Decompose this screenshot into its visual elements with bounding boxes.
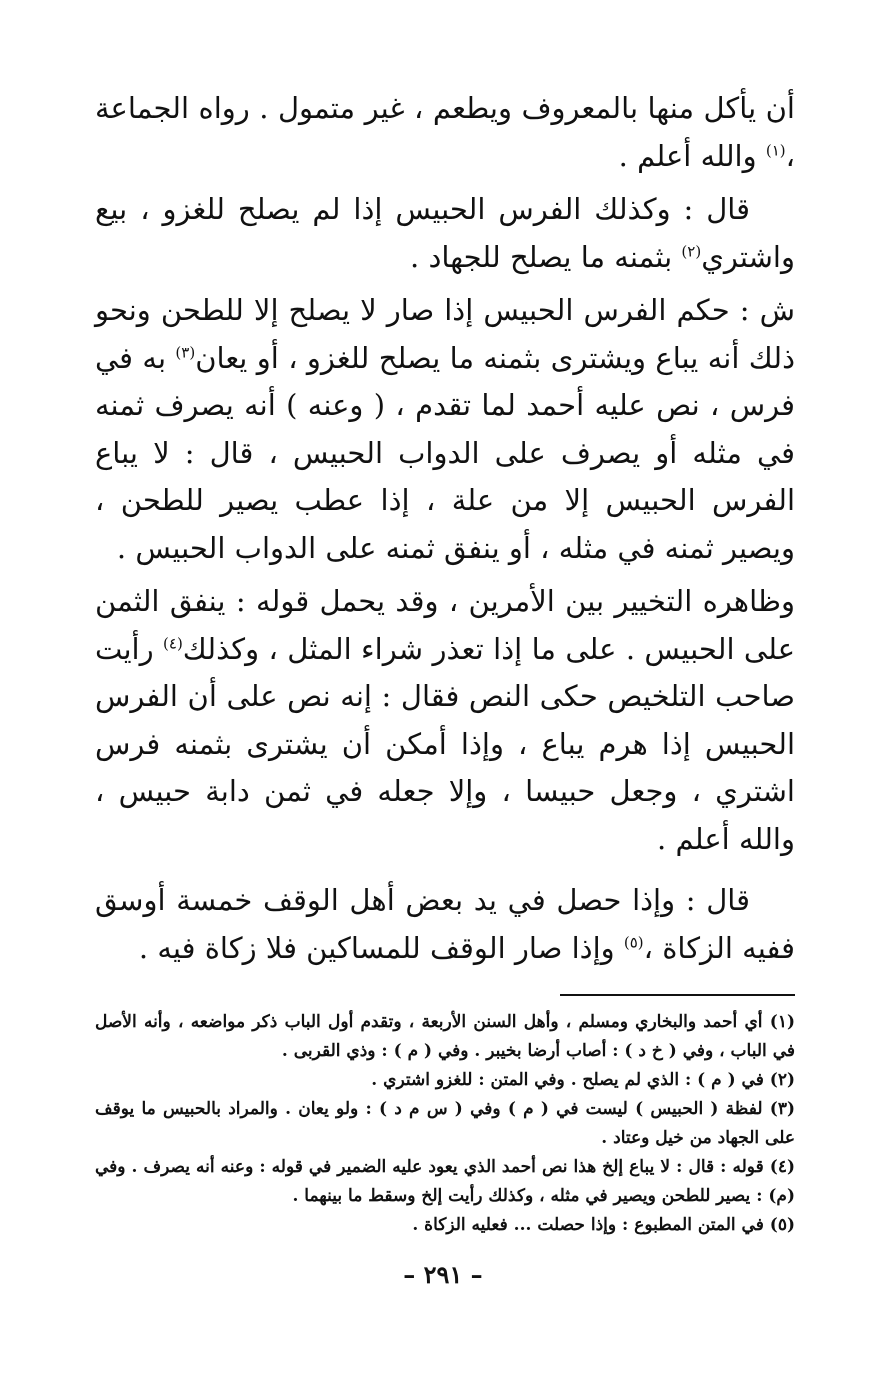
footnote-5: (٥) في المتن المطبوع : وإذا حصلت ... فعليه الزكاة .	[412, 1215, 795, 1235]
footnote-4: (٤) قوله : قال : لا يباع إلخ هذا نص أحمد الذي يعود عليه الضمير في قوله : وعنه أنه يصرف . وفي (م) : يصير للطحن ويصير في مثله ، وكذلك رأيت إلخ وسقط ما بينهما .	[95, 1157, 795, 1206]
paragraph-4-end: رأيت صاحب التلخيص حكى النص فقال : إنه نص على أن الفرس الحبيس إذا هرم يباع ، وإذا أمكن أن يشترى بثمنه فرس اشتري ، وجعل حبيسا ، وإلا جعله في ثمن دابة حبيس ، والله أعلم .	[95, 631, 795, 856]
paragraph-4	[95, 578, 795, 863]
paragraph-2-text: قال : وكذلك الفرس الحبيس إذا لم يصلح للغزو ، بيع واشتري	[95, 192, 795, 274]
paragraph-5-end: وإذا صار الوقف للمساكين فلا زكاة فيه .	[138, 930, 624, 965]
footnote-ref-2: (٢)	[681, 241, 702, 260]
footnote-2: (٢) في ( م ) : الذي لم يصلح . وفي المتن : للغزو اشتري .	[371, 1070, 795, 1090]
page-number: – ٢٩١ –	[403, 1260, 483, 1289]
footnotes	[95, 1008, 795, 1240]
footnote-1: (١) أي أحمد والبخاري ومسلم ، وأهل السنن الأربعة ، وتقدم أول الباب ذكر مواضعه ، وأنه الأصل في الباب ، وفي ( خ د ) : أصاب أرضا بخيبر . وفي ( م ) : وذي القربى .	[95, 1012, 795, 1061]
footnote-3: (٣) لفظة ( الحبيس ) ليست في ( م ) وفي ( س م د ) : ولو يعان . والمراد بالحبيس ما يوقف على الجهاد من خيل وعتاد .	[95, 1099, 795, 1148]
footnote-separator	[560, 994, 795, 996]
footnote-ref-1: (١)	[765, 140, 786, 159]
footnote-ref-4: (٤)	[163, 633, 183, 652]
paragraph-3-end: به في فرس ، نص عليه أحمد لما تقدم ، ( وعنه ) أنه يصرف ثمنه في مثله أو يصرف على الدواب الحبيس ، قال : لا يباع الفرس الحبيس إلا من علة ، إذا عطب يصير للطحن ، ويصير ثمنه في مثله ، أو ينفق ثمنه على الدواب الحبيس .	[95, 340, 795, 565]
paragraph-5-text: قال : وإذا حصل في يد بعض أهل الوقف خمسة أوسق ففيه الزكاة ،	[95, 883, 795, 965]
book-page	[95, 85, 795, 1240]
footnote-ref-5: (٥)	[623, 932, 644, 951]
footnote-ref-3: (٣)	[175, 342, 196, 361]
paragraph-2-end: بثمنه ما يصلح للجهاد .	[410, 239, 682, 274]
paragraph-1-end: والله أعلم .	[618, 138, 766, 173]
paragraph-4-text: وظاهره التخيير بين الأمرين ، وقد يحمل قوله : ينفق الثمن على الحبيس . على ما إذا تعذر شراء المثل ، وكذلك	[95, 584, 796, 666]
main-text	[95, 85, 795, 972]
paragraph-2	[95, 186, 795, 281]
paragraph-3-text: ش : حكم الفرس الحبيس إذا صار لا يصلح إلا للطحن ونحو ذلك أنه يباع ويشترى بثمنه ما يصلح للغزو ، أو يعان	[95, 293, 795, 375]
paragraph-1-text: أن يأكل منها بالمعروف ويطعم ، غير متمول . رواه الجماعة ،	[95, 91, 795, 173]
paragraph-1	[95, 85, 795, 180]
paragraph-5	[95, 877, 795, 972]
paragraph-3	[95, 287, 795, 572]
